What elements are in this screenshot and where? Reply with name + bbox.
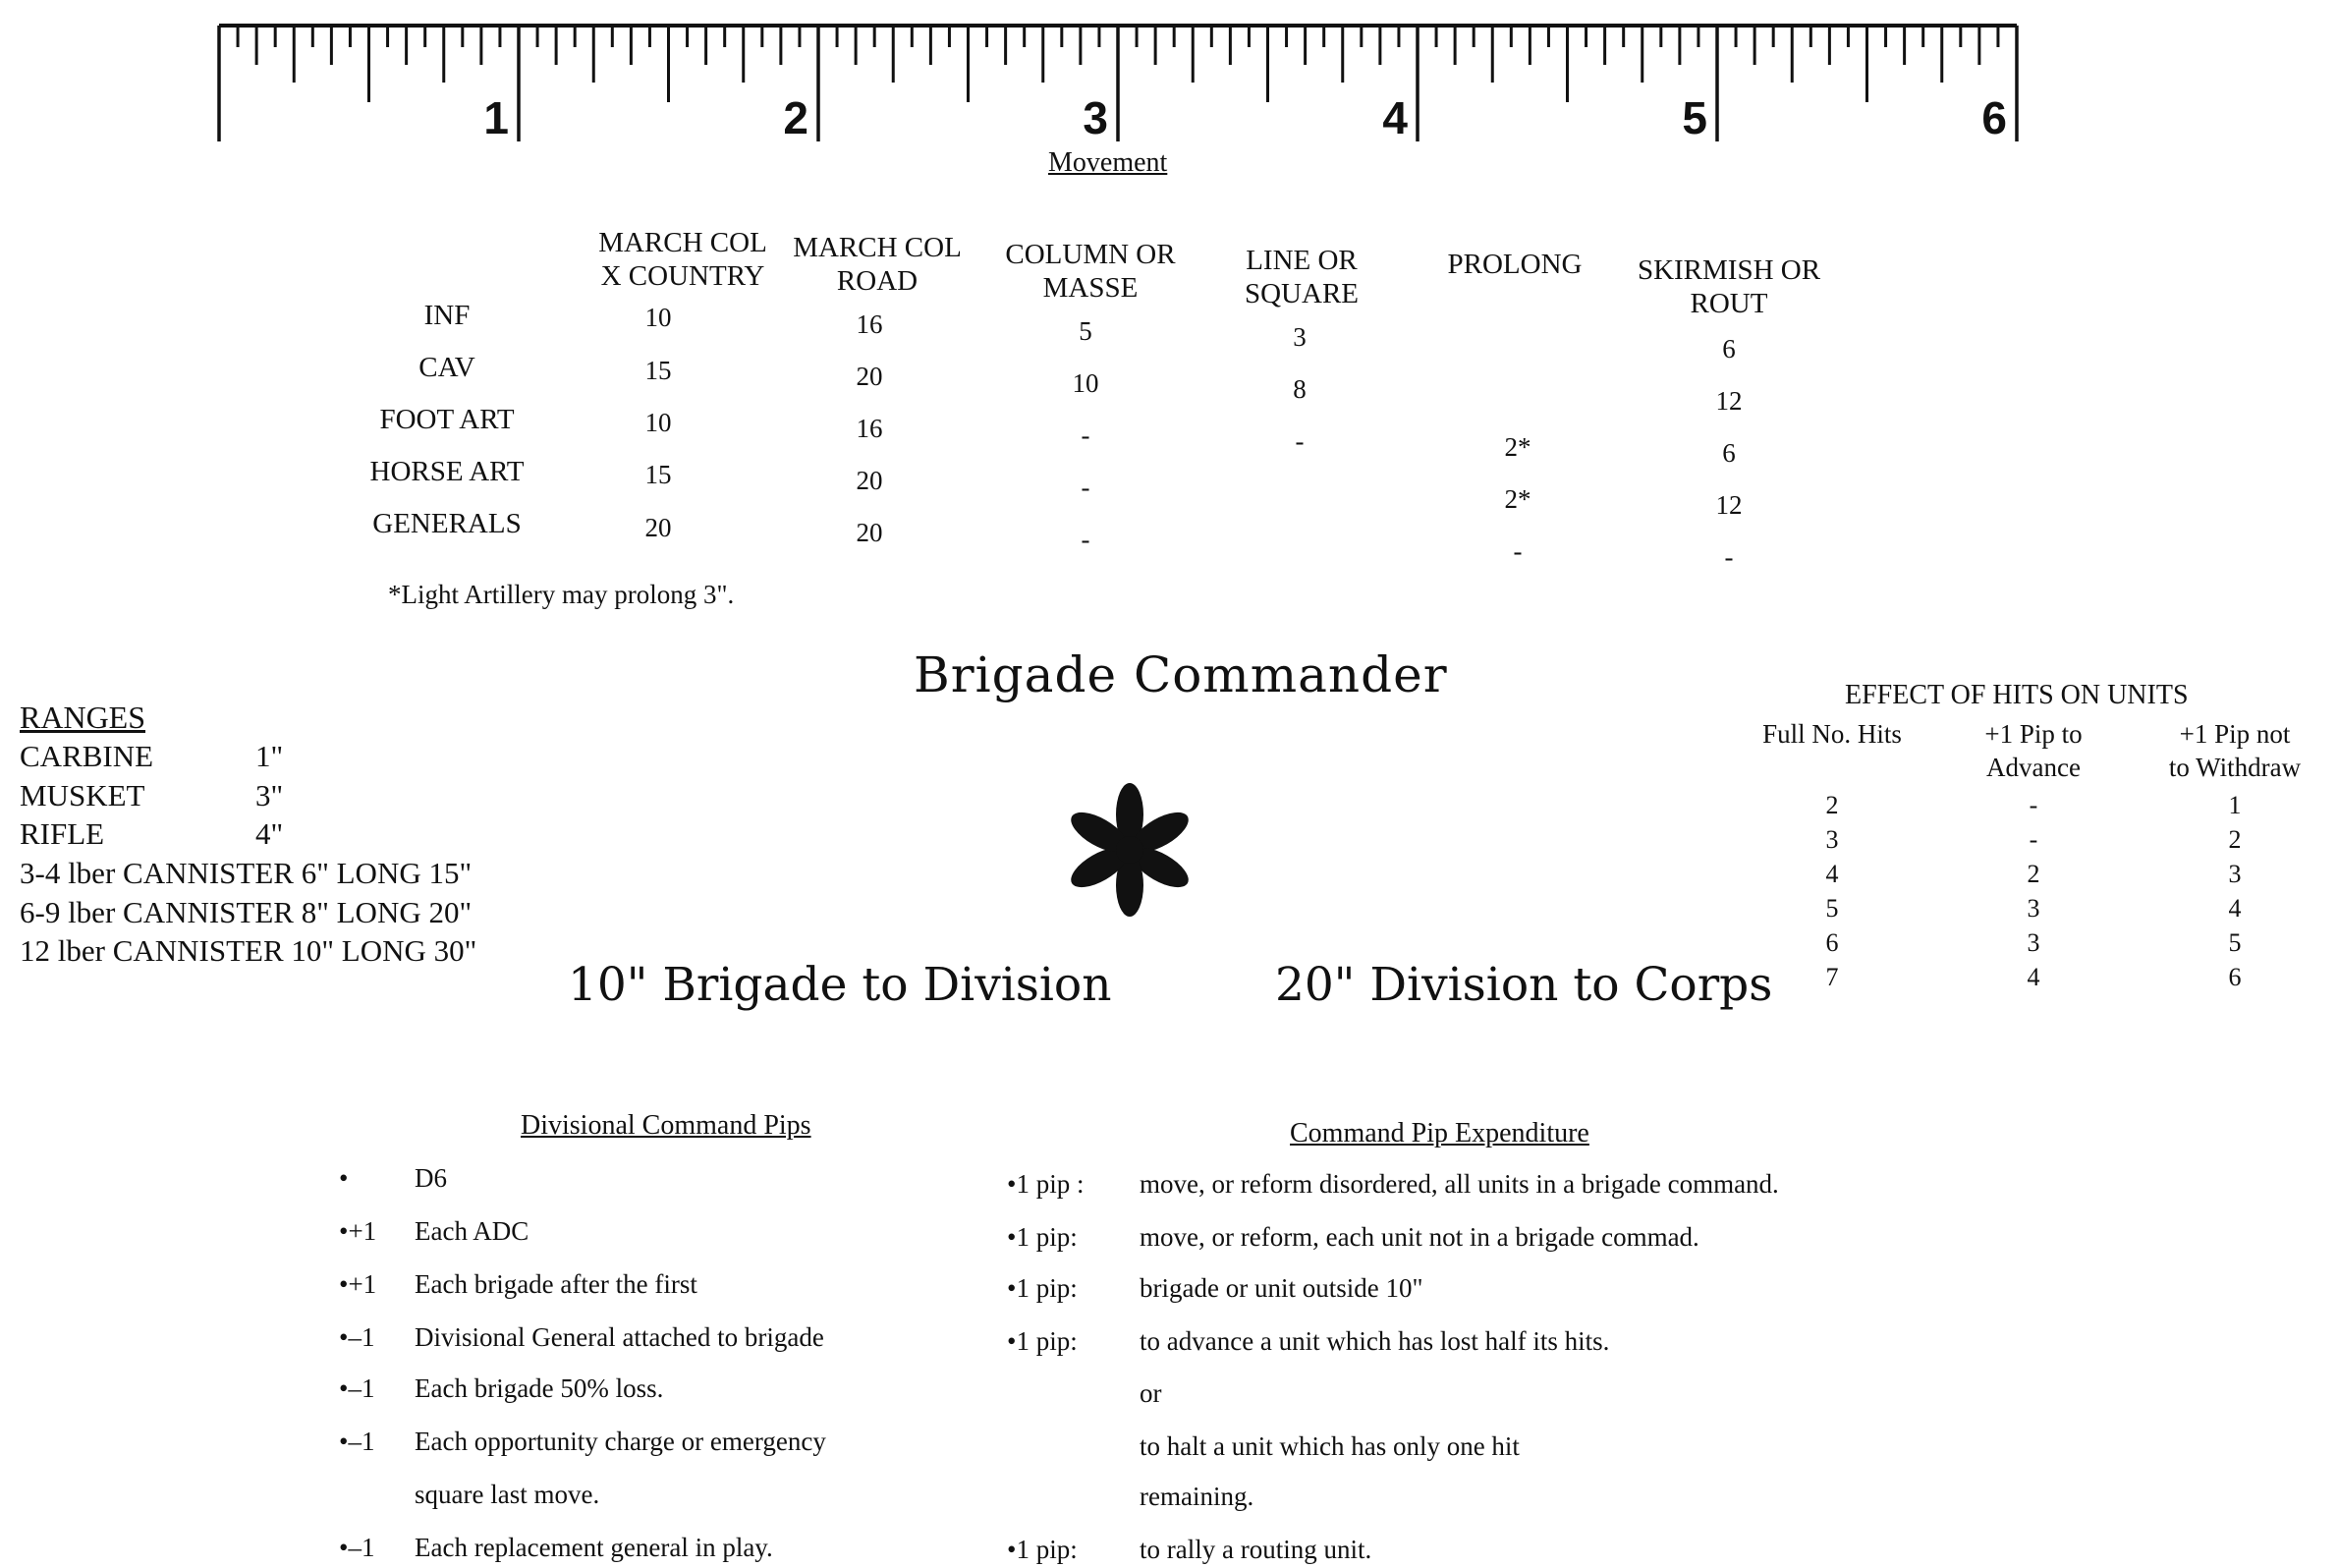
movement-col-header [1194,244,1410,310]
pip-bullet: •–1 [339,1322,375,1352]
hits-cell: 4 [2027,963,2040,991]
col-header-line: MARCH COL [793,232,962,263]
hits-cell: 2 [2228,825,2242,854]
hits-cell: 4 [2228,894,2242,923]
pip-item-text: Each brigade after the first [415,1269,697,1299]
hits-col-header [2127,717,2338,784]
movement-cell: 20 [856,466,883,495]
effect-of-hits-title: EFFECT OF HITS ON UNITS [1845,680,2189,710]
movement-cell: - [1081,420,1090,450]
movement-col-header [769,231,985,298]
hits-cell: 6 [1825,928,1839,957]
movement-row-label: HORSE ART [369,456,525,487]
pip-item-text: Each brigade 50% loss. [415,1373,664,1403]
pip-item-text: D6 [415,1163,447,1193]
movement-cell: 10 [1072,368,1099,398]
hits-header-line: +1 Pip to [1984,719,2083,749]
hits-cell: 1 [2228,791,2242,819]
movement-col-header [982,238,1198,305]
brigade-to-division-range: 10" Brigade to Division [568,958,1112,1012]
movement-cell: 15 [644,356,672,385]
ranges-title: RANGES [20,700,146,735]
movement-cell: 12 [1715,386,1743,416]
hits-cell: 2 [1825,791,1839,819]
col-header-line: LINE OR [1246,245,1358,276]
asterisk-star-icon [1066,781,1194,919]
movement-cell: 8 [1293,374,1307,404]
hits-cell: 3 [2228,860,2242,888]
pip-bullet: •+1 [339,1216,377,1246]
range-name: MUSKET [20,778,145,812]
pip-bullet: •–1 [339,1373,375,1403]
movement-title: Movement [1048,147,1168,178]
pip-expenditure-text: to rally a routing unit. [1140,1535,1372,1564]
col-header-line: SKIRMISH OR [1637,254,1821,286]
hits-cell: 5 [2228,928,2242,957]
hits-col-header [1925,717,2142,784]
movement-cell: 6 [1722,438,1736,468]
pip-expenditure-text: move, or reform disordered, all units in a brigade command. [1140,1169,1779,1199]
hits-header-line: Advance [1986,753,2081,782]
pip-bullet: •–1 [339,1427,375,1456]
movement-cell: 5 [1079,316,1092,346]
pip-item-text: Divisional General attached to brigade [415,1322,824,1352]
col-header-line: ROUT [1690,288,1768,319]
pip-item-text: Each opportunity charge or emergency [415,1427,826,1456]
movement-cell: 20 [644,513,672,542]
pip-expenditure-text: brigade or unit outside 10" [1140,1273,1423,1303]
ruler-number: 5 [1682,92,1707,143]
ruler-number: 3 [1083,92,1108,143]
hits-header-line: Full No. Hits [1762,719,1902,749]
range-name: CARBINE [20,739,154,773]
pip-expenditure-text: to halt a unit which has only one hit [1140,1431,1520,1461]
col-header-line: MARCH COL [598,227,767,258]
movement-cell: 20 [856,362,883,391]
range-name: 6-9 lber CANNISTER 8" LONG 20" [20,895,473,929]
range-value: 3" [255,778,284,812]
measurement-ruler [211,18,2019,150]
col-header-line: SQUARE [1244,278,1359,309]
movement-cell: 16 [856,309,883,339]
movement-cell: - [1081,473,1090,502]
movement-row-label: FOOT ART [379,404,515,435]
movement-cell: 6 [1722,334,1736,364]
pip-bullet: • [339,1163,349,1193]
hits-cell: 7 [1825,963,1839,991]
movement-cell: - [1081,525,1090,554]
hits-col-header [1724,717,1940,751]
movement-col-header [575,226,791,293]
division-to-corps-range: 20" Division to Corps [1275,958,1773,1012]
movement-cell: 3 [1293,322,1307,352]
hits-cell: 3 [2027,894,2040,923]
pip-cost: •1 pip: [1007,1222,1078,1252]
movement-row-label: CAV [418,352,475,383]
hits-cell: - [2029,825,2038,854]
hits-header-line: +1 Pip not [2179,719,2291,749]
movement-cell: 15 [644,460,672,489]
movement-cell: 16 [856,414,883,443]
pip-item-text: square last move. [415,1480,600,1509]
range-value: 4" [255,816,284,851]
range-name: 12 lber CANNISTER 10" LONG 30" [20,933,477,968]
hits-cell: 5 [1825,894,1839,923]
pip-expenditure-text: or [1140,1378,1162,1408]
movement-cell: - [1513,536,1523,566]
ruler-numbers [483,92,2007,143]
pip-cost: •1 pip: [1007,1535,1078,1564]
hits-cell: 6 [2228,963,2242,991]
movement-cell: 2* [1504,484,1531,514]
ruler-number: 1 [483,92,509,143]
pip-expenditure-text: to advance a unit which has lost half its hits. [1140,1326,1610,1356]
hits-cell: - [2029,791,2038,819]
ruler-number: 6 [1981,92,2007,143]
movement-cell: 2* [1504,432,1531,462]
pip-expenditure-text: move, or reform, each unit not in a brigade commad. [1140,1222,1699,1252]
hits-cell: 2 [2027,860,2040,888]
movement-footnote: *Light Artillery may prolong 3". [388,580,735,609]
col-header-line: COLUMN OR [1005,239,1176,270]
col-header-line: MASSE [1042,272,1139,304]
movement-cell: 10 [644,408,672,437]
divisional-command-pips-title: Divisional Command Pips [521,1110,811,1141]
hits-cell: 4 [1825,860,1839,888]
movement-cell: 10 [644,303,672,332]
hits-cell: 3 [1825,825,1839,854]
pip-expenditure-text: remaining. [1140,1482,1254,1511]
pip-bullet: •+1 [339,1269,377,1299]
pip-item-text: Each ADC [415,1216,529,1246]
movement-cell: - [1295,426,1305,456]
movement-cell: 12 [1715,490,1743,520]
pip-cost: •1 pip: [1007,1273,1078,1303]
hits-cell: 3 [2027,928,2040,957]
pip-cost: •1 pip : [1007,1169,1085,1199]
pip-item-text: Each replacement general in play. [415,1533,773,1562]
command-pip-expenditure-title: Command Pip Expenditure [1290,1118,1589,1148]
pip-bullet: •–1 [339,1533,375,1562]
pip-cost: •1 pip: [1007,1326,1078,1356]
range-name: RIFLE [20,816,105,851]
range-value: 1" [255,739,284,773]
col-header-line: ROAD [836,265,918,297]
movement-row-label: INF [423,300,471,331]
range-name: 3-4 lber CANNISTER 6" LONG 15" [20,856,473,890]
movement-cell: - [1724,542,1734,572]
movement-row-label: GENERALS [372,508,522,539]
hits-header-line: to Withdraw [2168,753,2302,782]
col-header-line: X COUNTRY [600,260,765,292]
brigade-commander-title: Brigade Commander [914,646,1448,703]
ruler-number: 4 [1382,92,1408,143]
ruler-number: 2 [783,92,808,143]
movement-col-header [1407,248,1623,281]
col-header-line: PROLONG [1447,249,1583,280]
movement-cell: 20 [856,518,883,547]
movement-col-header [1621,253,1837,320]
